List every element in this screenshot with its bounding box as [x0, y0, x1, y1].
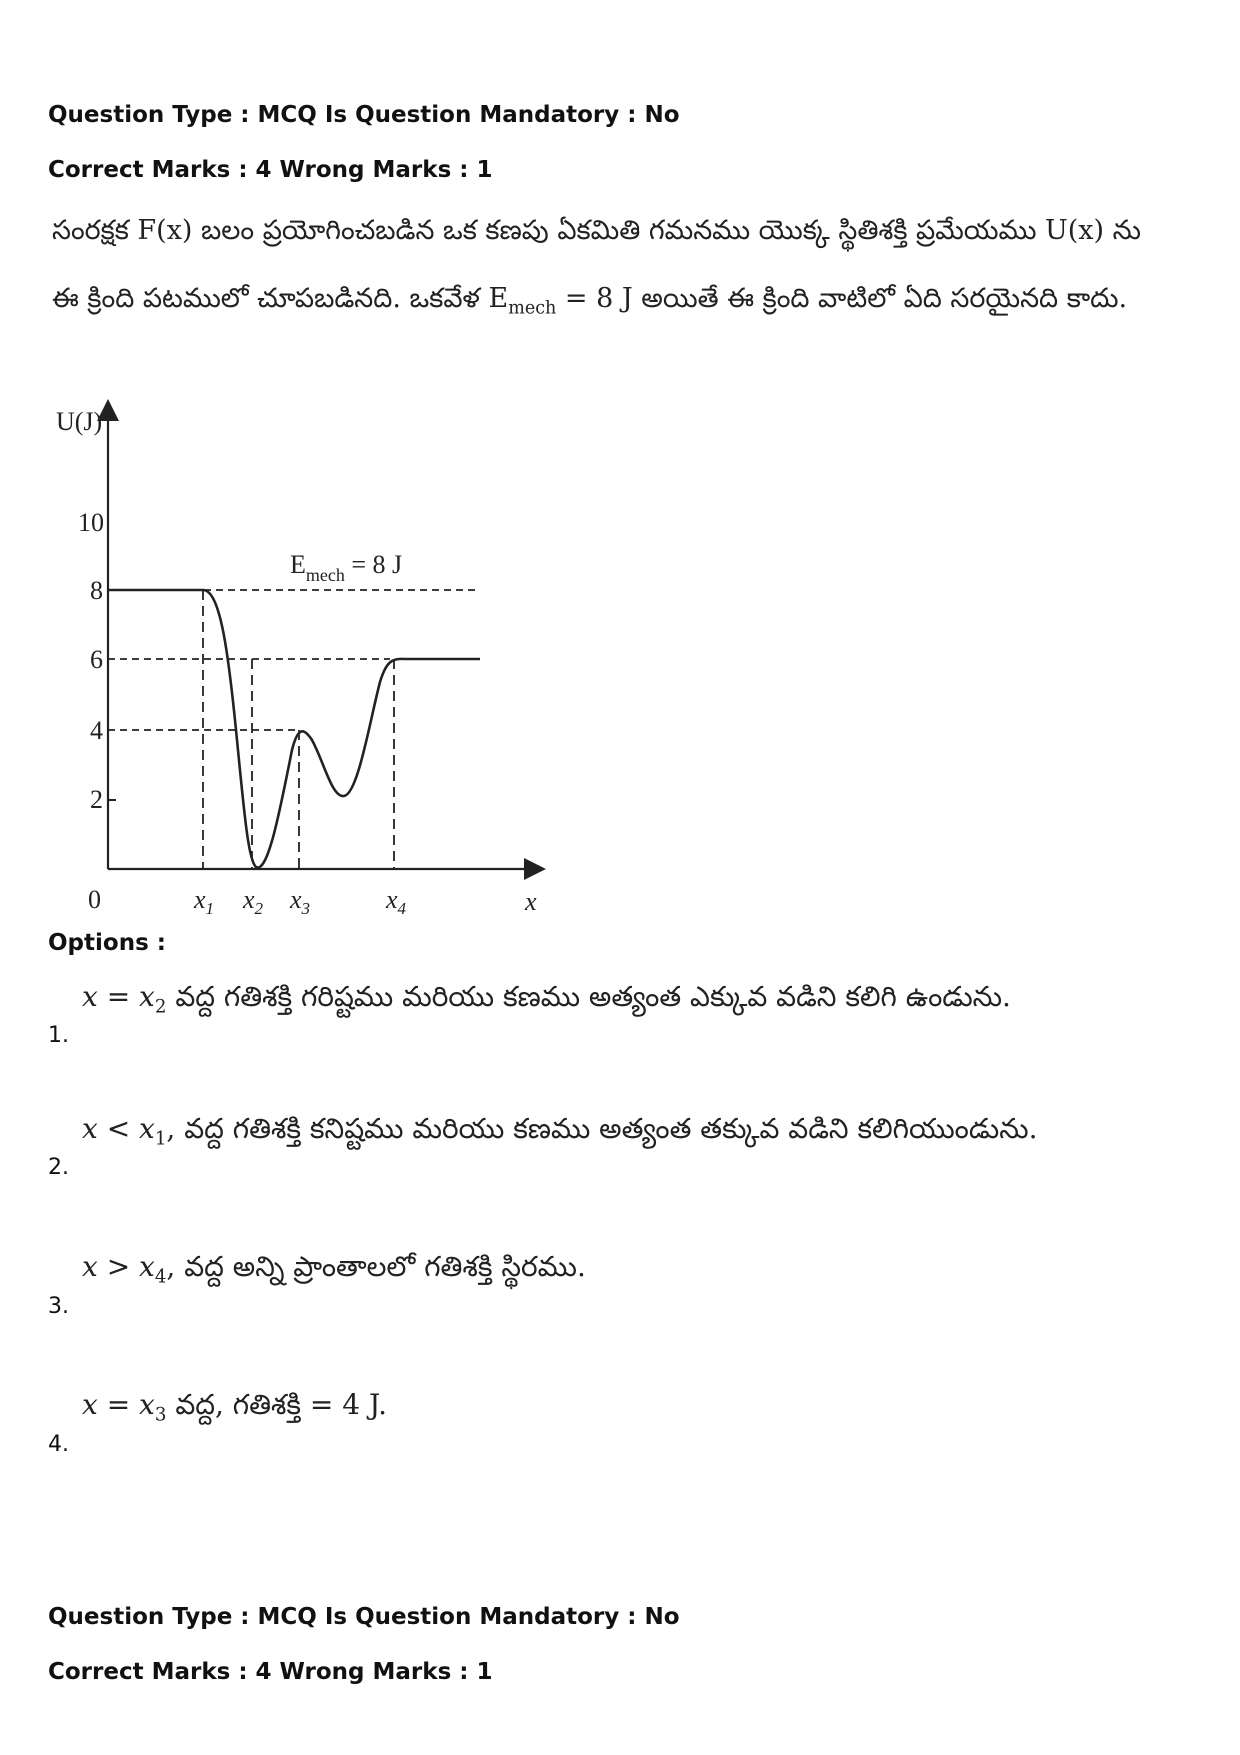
- x-tick-label-x1: $x_1$: [194, 885, 215, 918]
- option-3-body: , వద్ద అన్ని ప్రాంతాలలో గతిశక్తి స్థిరము.: [166, 1250, 586, 1283]
- question-2-marks-line: Correct Marks : 4 Wrong Marks : 1: [48, 1659, 493, 1685]
- option-3-number[interactable]: 3.: [48, 1294, 69, 1319]
- question-text-line-2: [52, 283, 1127, 321]
- y-tick-label-2: 2: [90, 785, 103, 814]
- option-2-math-sub: 1: [154, 1128, 167, 1150]
- option-4-body: వద్ద, గతిశక్తి = 4 J.: [166, 1388, 387, 1421]
- option-3-text: [82, 1250, 586, 1290]
- option-2-body: , వద్ద గతిశక్తి కనిష్టము మరియు కణము అత్యంత తక్కువ వడిని కలిగియుండును.: [166, 1112, 1038, 1145]
- option-1-math-sub: 2: [154, 996, 167, 1018]
- option-1-text: [82, 980, 1011, 1020]
- option-2-text: [82, 1112, 1038, 1152]
- option-4-math: x = x: [82, 1388, 155, 1421]
- option-2-number[interactable]: 2.: [48, 1155, 69, 1180]
- option-4-number[interactable]: 4.: [48, 1432, 69, 1457]
- option-4-math-sub: 3: [154, 1404, 167, 1426]
- marks-line: Correct Marks : 4 Wrong Marks : 1: [48, 157, 493, 183]
- question-type-line: Question Type : MCQ Is Question Mandatory : No: [48, 102, 680, 128]
- potential-energy-figure: [40, 390, 560, 930]
- origin-label: 0: [88, 885, 101, 914]
- y-axis-label: U(J): [56, 407, 103, 436]
- question-text-line-1: సంరక్షక F(x) బలం ప్రయోగించబడిన ఒక కణపు ఏకమితి గమనము యొక్క స్థితిశక్తి ప్రమేయము U(x) ను: [52, 215, 1141, 246]
- option-4-text: [82, 1388, 387, 1428]
- option-2-math: x < x: [82, 1112, 155, 1145]
- potential-energy-curve: [108, 590, 480, 868]
- question-text-line-2-post: = 8 J అయితే ఈ క్రింది వాటిలో ఏది సరయైనది కాదు.: [556, 283, 1128, 314]
- option-1-body: వద్ద గతిశక్తి గరిష్టము మరియు కణము అత్యంత ఎక్కువ వడిని కలిగి ఉండును.: [166, 980, 1011, 1013]
- option-3-math: x > x: [82, 1250, 155, 1283]
- emech-label: $E_{mech} = 8$ J: [290, 550, 403, 585]
- question-2-type-line: Question Type : MCQ Is Question Mandatory : No: [48, 1604, 680, 1630]
- y-tick-label-10: 10: [78, 508, 104, 537]
- y-tick-label-8: 8: [90, 576, 103, 605]
- option-3-math-sub: 4: [154, 1266, 167, 1288]
- y-tick-label-4: 4: [90, 716, 103, 745]
- x-tick-label-x4: $x_4$: [386, 885, 407, 918]
- question-text-line-2-pre: ఈ క్రింది పటములో చూపబడినది. ఒకవేళ E: [52, 283, 509, 314]
- y-tick-label-6: 6: [90, 645, 103, 674]
- x-tick-label-x2: $x_2$: [243, 885, 264, 918]
- question-text-line-2-sub: mech: [508, 298, 557, 319]
- x-tick-label-x3: $x_3$: [290, 885, 311, 918]
- x-axis-label: x: [525, 887, 537, 916]
- options-label: Options :: [48, 930, 166, 956]
- option-1-math: x = x: [82, 980, 155, 1013]
- option-1-number[interactable]: 1.: [48, 1023, 69, 1048]
